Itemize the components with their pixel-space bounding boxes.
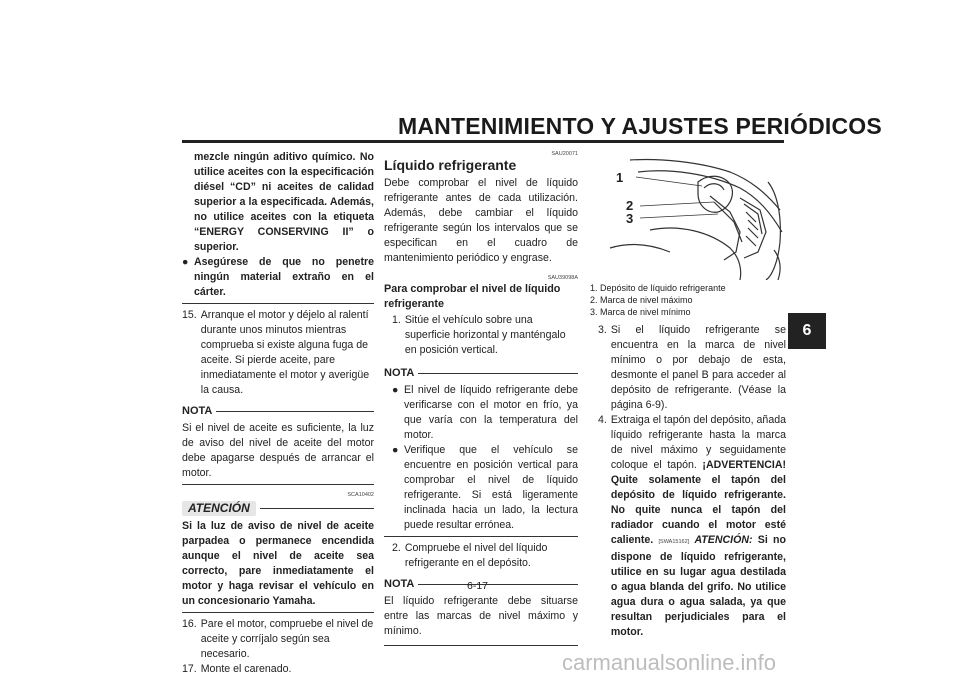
step-3 bbox=[590, 323, 786, 413]
bullet-text: Asegúrese de que no penetre ningún material extraño en el cárter. bbox=[194, 256, 374, 298]
step-text: Arranque el motor y déjelo al ralentí durante unos minutos mientras comprueba si existe alguna fuga de aceite. Si pierde aceite, pare inmediatamente el motor y averigüe la causa. bbox=[200, 309, 370, 396]
step-text: Monte el carenado. bbox=[200, 663, 292, 675]
section-rule bbox=[182, 303, 374, 304]
nota-text: Si el nivel de aceite es suficiente, la luz de aviso del nivel de aceite del motor debe apagarse después de arrancar el motor. bbox=[182, 422, 374, 479]
reference-code: [SWA15162] bbox=[658, 539, 690, 545]
advertencia-text: ¡ADVERTENCIA! Quite solamente el tapón del depósito de líquido refrigerante. No quite nunca el tapón del radiador cuando el motor esté caliente. bbox=[610, 459, 786, 546]
page-header-title: MANTENIMIENTO Y AJUSTES PERIÓDICOS bbox=[398, 113, 882, 139]
column-1 bbox=[182, 150, 374, 677]
step-text: Pare el motor, compruebe el nivel de aceite y corríjalo según sea necesario. bbox=[200, 618, 374, 660]
step-text: Compruebe el nivel del líquido refrigerante en el depósito. bbox=[404, 542, 548, 569]
step-text: Sitúe el vehículo sobre una superficie horizontal y manténgalo en posición vertical. bbox=[404, 314, 566, 356]
nota-rule bbox=[418, 584, 578, 585]
figure-captions bbox=[590, 282, 786, 318]
bullet-spacer bbox=[182, 150, 194, 255]
nota-rule bbox=[216, 411, 374, 412]
step-number: 4. bbox=[598, 414, 607, 426]
caption-item: 1. Depósito de líquido refrigerante bbox=[590, 283, 726, 293]
step-number: 15. bbox=[182, 309, 197, 321]
atencion-label: ATENCIÓN: bbox=[694, 534, 753, 546]
section-intro: Debe comprobar el nivel de líquido refrigerante antes de cada utilización. Además, debe cambiar el líquido refrigerante según los intervalos que se especifican en el cuadro de mantenimiento periódico y engrase. bbox=[384, 177, 578, 264]
reference-code: SAU39098A bbox=[547, 275, 578, 281]
bullet-icon: ● bbox=[392, 444, 399, 456]
callout-1: 1 bbox=[616, 170, 624, 185]
bullet-icon: ● bbox=[182, 256, 189, 268]
nota-text: El líquido refrigerante debe situarse entre las marcas de nivel máximo y mínimo. bbox=[384, 595, 578, 637]
bullet-text: El nivel de líquido refrigerante debe verificarse con el motor en frío, ya que varía con la temperatura del motor. bbox=[404, 384, 578, 441]
step-number: 2. bbox=[392, 542, 401, 554]
column-3 bbox=[590, 323, 786, 640]
atencion-text: Si no dispone de líquido refrigerante, utilice en su lugar agua destilada o agua blanda del grifo. No utilice agua dura o agua salada, ya que resultan perjudiciales para el motor. bbox=[610, 534, 786, 638]
nota-label: NOTA bbox=[182, 405, 213, 417]
caption-item: 3. Marca de nivel mínimo bbox=[590, 307, 691, 317]
nota-end-rule bbox=[384, 536, 578, 537]
nota-label: NOTA bbox=[384, 367, 415, 379]
step-number: 16. bbox=[182, 618, 197, 630]
page-number: 6-17 bbox=[467, 580, 489, 592]
step-number: 3. bbox=[598, 324, 607, 336]
reference-code: SCA10402 bbox=[347, 492, 374, 498]
step-text: Si el líquido refrigerante se encuentra en la marca de nivel mínimo o por debajo de esta, desmonte el panel B para acceder al depósito de refrigerante. (Véase la página 6-9). bbox=[610, 324, 786, 411]
atencion-rule bbox=[260, 508, 374, 509]
bullet-text: Verifique que el vehículo se encuentre en posición vertical para comprobar el nivel de líquido refrigerante. Si está ligeramente inclinada hacia un lado, la lectura puede resultar errónea. bbox=[404, 444, 578, 531]
step-16 bbox=[182, 617, 374, 662]
step-text bbox=[611, 413, 786, 640]
atencion-label: ATENCIÓN bbox=[182, 501, 256, 516]
nota-heading bbox=[182, 404, 374, 419]
coolant-reservoir-illustration bbox=[590, 152, 786, 280]
subsection-title: Para comprobar el nivel de líquido refrigerante bbox=[384, 283, 561, 310]
callout-2: 2 bbox=[626, 198, 634, 213]
nota-end-rule bbox=[384, 645, 578, 646]
nota-rule bbox=[418, 373, 578, 374]
caption-item: 2. Marca de nivel máximo bbox=[590, 295, 693, 305]
step-2 bbox=[384, 541, 578, 571]
bold-continuation-text: mezcle ningún aditivo químico. No utilice aceites con la especificación diésel “CD” ni aceites de calidad superior a la especificada. Además, no utilice aceites con la etiqueta “ENERGY CONSERVING II” o superior. bbox=[194, 151, 374, 253]
header-rule bbox=[182, 140, 784, 143]
step-15 bbox=[182, 308, 374, 398]
step-4-text: Extraiga el tapón del depósito, añada líquido refrigerante hasta la marca de nivel máximo y seguidamente coloque el tapón. bbox=[610, 414, 786, 471]
nota-bullet bbox=[384, 443, 578, 533]
atencion-text: Si la luz de aviso de nivel de aceite parpadea o permanece encendida aunque el nivel de aceite sea correcto, pare inmediatamente el motor y haga revisar el vehículo en un concesionario Yamaha. bbox=[182, 520, 374, 607]
bullet-continuation bbox=[182, 150, 374, 255]
reference-code: SAU20071 bbox=[551, 151, 578, 157]
nota-heading bbox=[384, 366, 578, 381]
bullet-item bbox=[182, 255, 374, 300]
coolant-reservoir-drawing bbox=[590, 152, 786, 280]
section-title: Líquido refrigerante bbox=[384, 157, 517, 173]
nota-bullet bbox=[384, 383, 578, 443]
callout-3: 3 bbox=[626, 211, 634, 226]
column-2 bbox=[384, 150, 578, 649]
step-number: 17. bbox=[182, 663, 197, 675]
step-4 bbox=[590, 413, 786, 640]
atencion-end-rule bbox=[182, 612, 374, 613]
step-17 bbox=[182, 662, 374, 677]
chapter-tab: 6 bbox=[788, 313, 826, 349]
watermark: carmanualsonline.info bbox=[562, 650, 777, 675]
nota-label: NOTA bbox=[384, 578, 415, 590]
bullet-icon: ● bbox=[392, 384, 399, 396]
step-number: 1. bbox=[392, 314, 401, 326]
atencion-heading bbox=[182, 501, 374, 516]
step-1 bbox=[384, 313, 578, 358]
nota-end-rule bbox=[182, 484, 374, 485]
